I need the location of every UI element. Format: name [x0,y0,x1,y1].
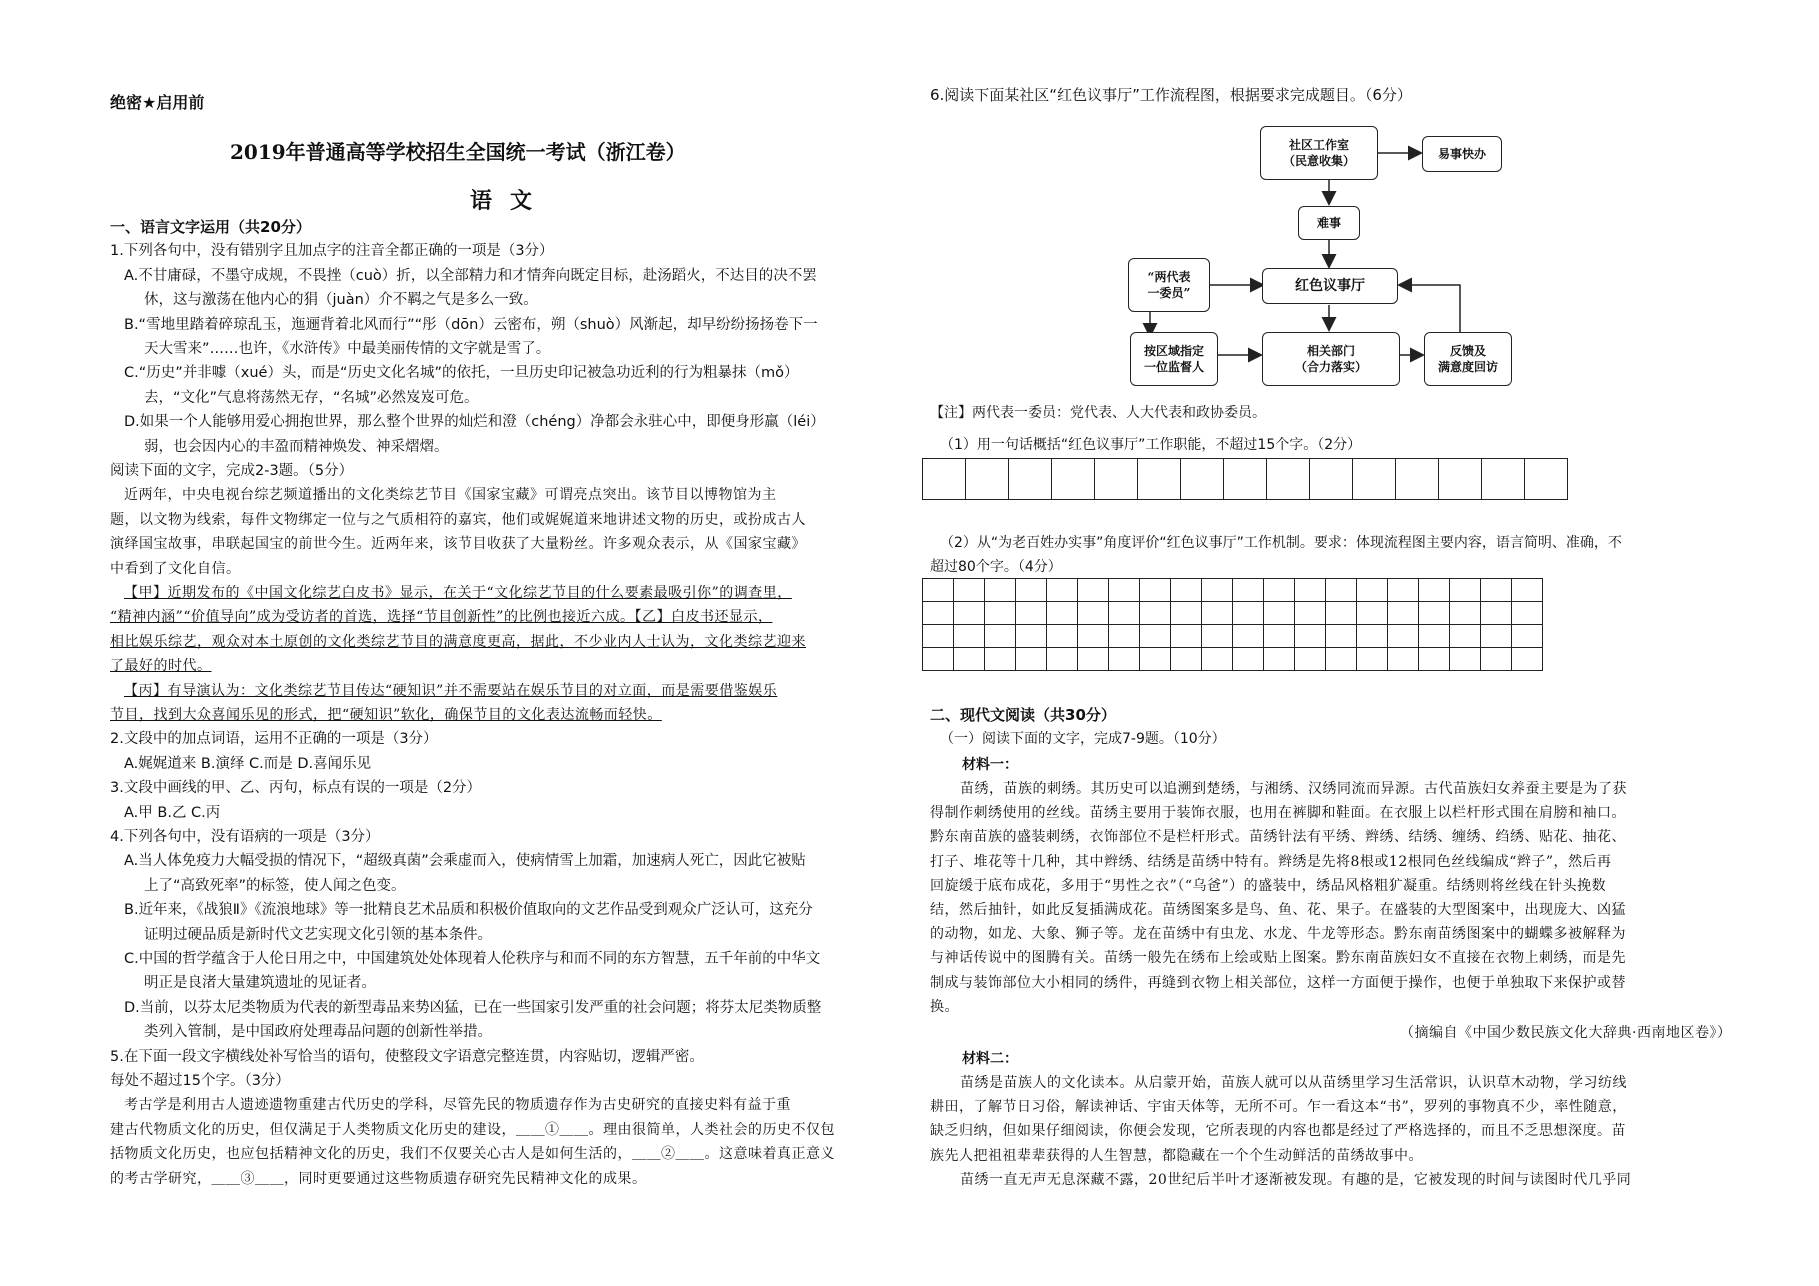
answer-cell[interactable] [1052,459,1095,500]
left-text-line: 天大雪来”……也许，《水浒传》中最美丽传情的文字就是雪了。 [144,341,551,357]
answer-cell[interactable] [1202,579,1233,602]
left-text-line: A.甲 B.乙 C.丙 [124,804,221,821]
answer-cell[interactable] [954,602,985,625]
material-text-line: 换。 [930,998,959,1015]
answer-cell[interactable] [1388,602,1419,625]
material-text-line: 苗绣一直无声无息深藏不露，20世纪后半叶才逐渐被发现。有趣的是，它被发现的时间与读图时代几乎同 [960,1171,1632,1188]
answer-cell[interactable] [1233,602,1264,625]
answer-cell[interactable] [985,648,1016,671]
flowchart-note: 【注】两代表一委员：党代表、人大代表和政协委员。 [930,405,1266,421]
answer-cell[interactable] [1326,579,1357,602]
answer-cell[interactable] [1233,648,1264,671]
left-text-line: 建古代物质文化的历史，但仅满足于人类物质文化历史的建设，＿＿①＿＿。理由很简单，人类社会的历史不仅包 [110,1121,835,1138]
answer-cell[interactable] [1016,625,1047,648]
answer-cell[interactable] [1016,579,1047,602]
material-1-source: （摘编自《中国少数民族文化大辞典·西南地区卷》） [1400,1025,1732,1041]
left-text-line: D.如果一个人能够用爱心拥抱世界，那么整个世界的灿烂和澄（chéng）净都会永驻心中，即便身形羸（léi） [124,414,825,431]
answer-cell[interactable] [1481,648,1512,671]
exam-title: 2019年普通高等学校招生全国统一考试（浙江卷） [230,140,686,164]
answer-cell[interactable] [1078,648,1109,671]
answer-cell[interactable] [1047,602,1078,625]
answer-cell[interactable] [954,648,985,671]
answer-cell[interactable] [1095,459,1138,500]
question-6-1: （1）用一句话概括“红色议事厅”工作职能，不超过15个字。（2分） [940,437,1362,453]
flow-two-reps: “两代表 一委员” [1128,258,1210,312]
answer-cell[interactable] [1419,579,1450,602]
answer-cell[interactable] [1512,602,1543,625]
flow-difficult-matters: 难事 [1298,206,1360,240]
answer-cell[interactable] [1109,602,1140,625]
answer-cell[interactable] [1140,579,1171,602]
answer-cell[interactable] [1016,602,1047,625]
answer-cell[interactable] [1353,459,1396,500]
left-text-line: 近两年，中央电视台综艺频道播出的文化类综艺节目《国家宝藏》可谓亮点突出。该节目以博物馆为主 [124,487,777,504]
answer-cell[interactable] [1181,459,1224,500]
answer-cell[interactable] [1109,579,1140,602]
answer-cell[interactable] [1140,602,1171,625]
answer-cell[interactable] [1202,625,1233,648]
answer-cell[interactable] [1264,602,1295,625]
material-text-line: 得制作刺绣使用的丝线。苗绣主要用于装饰衣服，也用在裤脚和鞋面。在衣服上以栏杆形式围在肩膀和袖口。 [930,805,1626,822]
answer-cell[interactable] [1419,602,1450,625]
left-text-line: 上了“高致死率”的标签，使人闻之色变。 [144,877,406,894]
flow-feedback: 反馈及 满意度回访 [1424,332,1512,386]
answer-cell[interactable] [1047,579,1078,602]
material-text-line: 耕田，了解节日习俗，解读神话、宇宙天体等，无所不可。乍一看这本“书”，罗列的事物真不少，率性随意， [930,1099,1627,1116]
left-text-line: 节目，找到大众喜闻乐见的形式，把“硬知识”软化，确保节目的文化表达流畅而轻快。 [110,707,662,723]
answer-cell[interactable] [1295,625,1326,648]
answer-cell[interactable] [1171,579,1202,602]
answer-cell[interactable] [1264,625,1295,648]
answer-cell[interactable] [1481,579,1512,602]
left-text-line: 演绎国宝故事，串联起国宝的前世今生。近两年来，该节目收获了大量粉丝。许多观众表示，从《国家宝藏》 [110,536,806,553]
answer-cell[interactable] [1388,648,1419,671]
flow-easy-matters: 易事快办 [1422,136,1502,172]
answer-cell[interactable] [1009,459,1052,500]
left-text-line: 5.在下面一段文字横线处补写恰当的语句，使整段文字语意完整连贯，内容贴切，逻辑严密。 [110,1048,704,1065]
left-text-line: 【丙】有导演认为：文化类综艺节目传达“硬知识”并不需要站在娱乐节目的对立面，而是需要借鉴娱乐 [124,682,778,699]
left-text-line: A.娓娓道来 B.演绎 C.而是 D.喜闻乐见 [124,755,372,772]
answer-cell[interactable] [923,648,954,671]
answer-cell[interactable] [1419,625,1450,648]
material-text-line: 族先人把祖祖辈辈获得的人生智慧，都隐藏在一个个生动鲜活的苗绣故事中。 [930,1147,1423,1164]
answer-cell[interactable] [1171,602,1202,625]
question-6-title: 6.阅读下面某社区“红色议事厅”工作流程图，根据要求完成题目。（6分） [930,86,1412,104]
answer-cell[interactable] [966,459,1009,500]
left-text-line: C.“历史”并非噱（xué）头，而是“历史文化名城”的依托，一旦历史印记被急功近利的行为粗暴抹（mǒ） [124,365,799,382]
answer-cell[interactable] [1450,625,1481,648]
answer-cell[interactable] [1481,625,1512,648]
answer-cell[interactable] [1326,648,1357,671]
left-text-line: B.“雪地里踏着碎琼乱玉，迤逦背着北风而行”“彤（dōn）云密布，朔（shuò）风渐起，却早纷纷扬扬卷下一 [124,316,818,333]
left-text-line: 每处不超过15个字。（3分） [110,1073,290,1089]
left-text-line: 休，这与激荡在他内心的狷（juàn）介不羁之气是多么一致。 [144,292,538,309]
left-text-line: 相比娱乐综艺，观众对本土原创的文化类综艺节目的满意度更高，据此，不少业内人士认为，文化类综艺迎来 [110,633,806,650]
material-text-line: 制成与装饰部位大小相同的绣件，再缝到衣物上相关部位，这样一方面便于操作，也便于单独取下来保护或替 [930,974,1626,991]
answer-cell[interactable] [1233,579,1264,602]
answer-cell[interactable] [1016,648,1047,671]
flow-red-hall: 红色议事厅 [1262,268,1398,304]
left-text-line: 证明过硬品质是新时代文艺实现文化引领的基本条件。 [144,926,492,943]
left-text-line: 4.下列各句中，没有语病的一项是（3分） [110,829,380,845]
left-text-line: 中看到了文化自信。 [110,560,241,577]
answer-cell[interactable] [1047,625,1078,648]
answer-cell[interactable] [985,579,1016,602]
answer-cell[interactable] [1295,602,1326,625]
answer-cell[interactable] [1295,648,1326,671]
left-text-line: 的考古学研究，＿＿③＿＿，同时更要通过这些物质遗存研究先民精神文化的成果。 [110,1170,647,1187]
flowchart-arrows [0,0,1819,420]
material-1-title: 材料一： [962,757,1018,773]
subject-title: 语文 [470,188,551,214]
answer-cell[interactable] [1396,459,1439,500]
answer-cell[interactable] [1202,648,1233,671]
left-text-line: 一、语言文字运用（共20分） [110,218,311,236]
answer-cell[interactable] [1357,625,1388,648]
answer-cell[interactable] [954,579,985,602]
left-text-line: 【甲】近期发布的《中国文化综艺白皮书》显示，在关于“文化综艺节目的什么要素最吸引你”的调查里， [124,585,792,601]
answer-cell[interactable] [1512,648,1543,671]
answer-cell[interactable] [1264,648,1295,671]
answer-cell[interactable] [985,625,1016,648]
answer-cell[interactable] [1078,625,1109,648]
question-6-2-line2: 超过80个字。（4分） [930,559,1062,575]
left-text-line: 明正是良渚大量建筑遗址的见证者。 [144,975,376,992]
left-text-line: 考古学是利用古人遗迹遗物重建古代历史的学科，尽管先民的物质遗存作为古史研究的直接史料有益于重 [124,1097,791,1114]
secret-label: 绝密★启用前 [110,93,205,112]
answer-cell[interactable] [1171,625,1202,648]
answer-cell[interactable] [1140,648,1171,671]
answer-cell[interactable] [923,579,954,602]
section-2-subtitle: （一）阅读下面的文字，完成7-9题。（10分） [940,731,1226,747]
left-text-line: 3.文段中画线的甲、乙、丙句，标点有误的一项是（2分） [110,780,482,797]
answer-cell[interactable] [1512,625,1543,648]
material-text-line: 苗绣，苗族的刺绣。其历史可以追溯到楚绣，与湘绣、汉绣同流而异源。古代苗族妇女养蚕主要是为了获 [960,781,1627,797]
left-text-line: 类列入管制，是中国政府处理毒品问题的创新性举措。 [144,1024,492,1041]
material-text-line: 缺乏归纳，但如果仔细阅读，你便会发现，它所表现的内容也都是经过了严格选择的，而且不乏思想深度。苗 [930,1123,1626,1140]
question-6-2-line1: （2）从“为老百姓办实事”角度评价“红色议事厅”工作机制。要求：体现流程图主要内容，语言简明、准确，不 [940,535,1622,551]
answer-cell[interactable] [1171,648,1202,671]
material-text-line: 苗绣是苗族人的文化读本。从启蒙开始，苗族人就可以从苗绣里学习生活常识，认识草木动物，学习纺线 [960,1075,1627,1091]
answer-cell[interactable] [1047,648,1078,671]
flow-community-office: 社区工作室 （民意收集） [1260,126,1378,180]
answer-cell[interactable] [1450,602,1481,625]
answer-cell[interactable] [1109,625,1140,648]
left-text-line: 题，以文物为线索，每件文物绑定一位与之气质相符的嘉宾，他们或娓娓道来地讲述文物的历史，或扮成古人 [110,511,806,528]
answer-cell[interactable] [1481,602,1512,625]
material-text-line: 打子、堆花等十几种，其中辫绣、结绣是苗绣中特有。辫绣是先将8根或12根同色丝线编成“辫子”，然后再 [930,853,1612,870]
answer-cell[interactable] [1357,648,1388,671]
answer-cell[interactable] [1525,459,1568,500]
flow-district-supervisor: 按区域指定 一位监督人 [1130,332,1218,386]
answer-cell[interactable] [1264,579,1295,602]
left-text-line: 去，“文化”气息将荡然无存，“名城”必然岌岌可危。 [144,389,479,406]
answer-cell[interactable] [1326,625,1357,648]
left-text-line: A.当人体免疫力大幅受损的情况下，“超级真菌”会乘虚而入，使病情雪上加霜，加速病人死亡，因此它被贴 [124,853,806,870]
left-text-line: 2.文段中的加点词语，运用不正确的一项是（3分） [110,731,438,748]
flow-related-departments: 相关部门 （合力落实） [1262,332,1400,386]
material-text-line: 与神话传说中的图腾有关。苗绣一般先在绣布上绘或贴上图案。黔东南苗族妇女不直接在衣物上刺绣，而是先 [930,950,1626,967]
answer-cell[interactable] [1388,625,1419,648]
answer-cell[interactable] [1138,459,1181,500]
answer-cell[interactable] [985,602,1016,625]
left-text-line: D.当前，以芬太尼类物质为代表的新型毒品来势凶猛，已在一些国家引发严重的社会问题；将芬太尼类物质整 [124,999,822,1016]
answer-cell[interactable] [1310,459,1353,500]
left-text-line: A.不甘庸碌，不墨守成规，不畏挫（cuò）折，以全部精力和才情奔向既定目标，赴汤蹈火，不达目的决不罢 [124,267,817,284]
answer-cell[interactable] [1326,602,1357,625]
answer-cell[interactable] [1078,579,1109,602]
answer-cell[interactable] [1295,579,1326,602]
answer-cell[interactable] [1224,459,1267,500]
answer-cell[interactable] [1357,602,1388,625]
left-text-line: C.中国的哲学蕴含于人伦日用之中，中国建筑处处体现着人伦秩序与和而不同的东方智慧，五千年前的中华文 [124,951,821,967]
answer-cell[interactable] [923,602,954,625]
answer-cell[interactable] [1512,579,1543,602]
material-text-line: 结，然后抽针，如此反复插满成花。苗绣图案多是鸟、鱼、花、果子。在盛装的大型图案中，出现庞大、凶猛 [930,902,1626,918]
section-2-title: 二、现代文阅读（共30分） [930,706,1116,724]
left-text-line: 阅读下面的文字，完成2-3题。（5分） [110,463,354,479]
answer-grid-6-2[interactable] [922,578,1543,671]
answer-cell[interactable] [1357,579,1388,602]
answer-cell[interactable] [1419,648,1450,671]
left-text-line: 1.下列各句中，没有错别字且加点字的注音全都正确的一项是（3分） [110,243,554,260]
material-text-line: 黔东南苗族的盛装刺绣，衣饰部位不是栏杆形式。苗绣针法有平绣、辫绣、结绣、缠绣、绉绣、贴花、抽花、 [930,829,1626,846]
material-2-title: 材料二： [962,1051,1018,1067]
answer-cell[interactable] [1202,602,1233,625]
left-text-line: 了最好的时代。 [110,658,212,675]
left-text-line: 弱，也会因内心的丰盈而精神焕发、神采熠熠。 [144,438,449,455]
material-text-line: 的动物，如龙、大象、狮子等。龙在苗绣中有虫龙、水龙、牛龙等形态。黔东南苗绣图案中的蝴蝶多被解释为 [930,926,1626,943]
left-text-line: “精神内涵”“价值导向”成为受访者的首选，选择“节目创新性”的比例也接近六成。【乙】白皮书还显示， [110,609,773,626]
answer-cell[interactable] [923,459,966,500]
answer-cell[interactable] [954,625,985,648]
answer-cell[interactable] [1388,579,1419,602]
answer-grid-6-1[interactable] [922,458,1568,500]
material-text-line: 回旋缓于底布成花，多用于“男性之衣”（“乌爸”）的盛装中，绣品风格粗犷凝重。结绣则将丝线在针头挽数 [930,877,1607,894]
left-text-line: 括物质文化历史，也应包括精神文化的历史，我们不仅要关心古人是如何生活的，＿＿②＿＿。这意味着真正意义 [110,1146,835,1163]
answer-cell[interactable] [1109,648,1140,671]
answer-cell[interactable] [1140,625,1171,648]
answer-cell[interactable] [1450,579,1481,602]
answer-cell[interactable] [1233,625,1264,648]
answer-cell[interactable] [1482,459,1525,500]
answer-cell[interactable] [1078,602,1109,625]
answer-cell[interactable] [1267,459,1310,500]
answer-cell[interactable] [923,625,954,648]
left-text-line: B.近年来，《战狼Ⅱ》《流浪地球》等一批精良艺术品质和积极价值取向的文艺作品受到观众广泛认可，这充分 [124,902,813,919]
answer-cell[interactable] [1439,459,1482,500]
answer-cell[interactable] [1450,648,1481,671]
